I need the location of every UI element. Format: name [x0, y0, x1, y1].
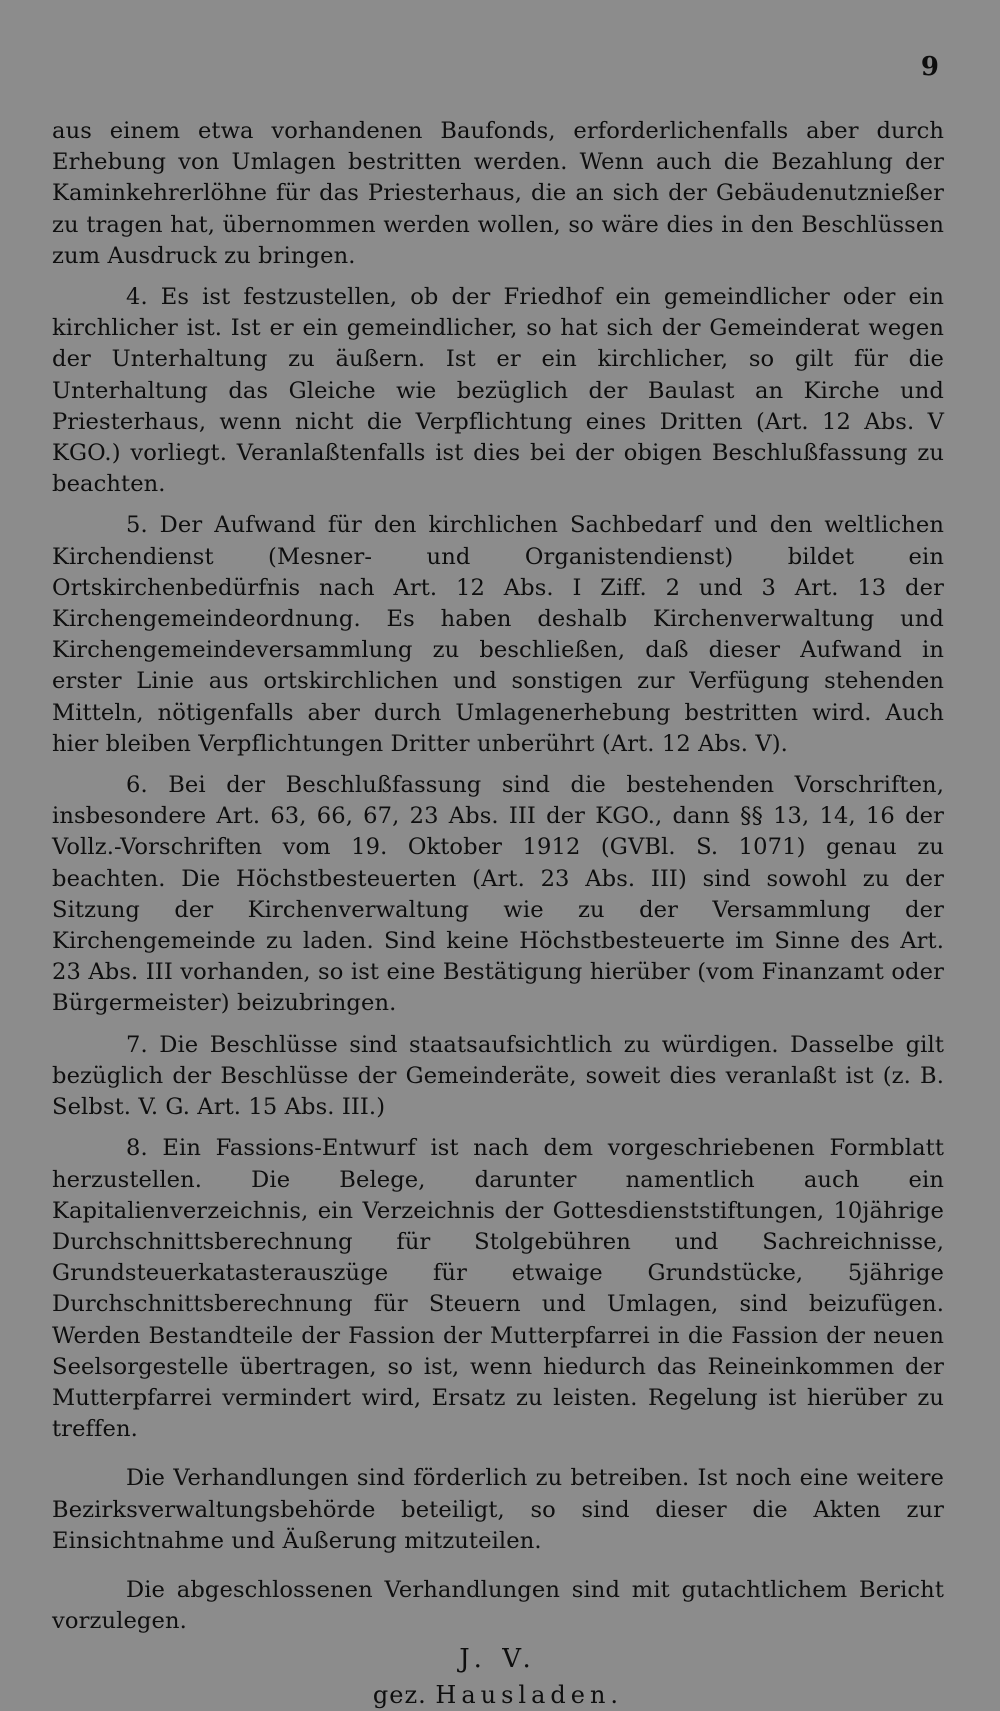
signature-initials: J. V. — [459, 1644, 537, 1675]
signature-prefix: gez. — [372, 1681, 427, 1710]
page-number: 9 — [920, 52, 940, 82]
paragraph-item-6: 6. Bei der Beschlußfassung sind die bestehenden Vorschriften, insbesondere Art. 63, 66, 67, 23 Abs. III der KGO., dann §§ 13, 14, 16 der Vollz.-Vorschriften vom 19. Oktober 1912 (GVBl. S. 1071) genau zu beachten. Die Höchstbesteuerten (Art. 23 Abs. III) sind sowohl zu der Sitzung der Kirchenverwaltung wie zu der Versammlung der Kirchengemeinde zu laden. Sind keine Höchstbesteuerte im Sinne des Art. 23 Abs. III vorhanden, so ist eine Bestätigung hierüber (vom Finanzamt oder Bürgermeister) beizubringen. — [52, 772, 944, 1017]
signature-name: Hausladen. — [435, 1681, 624, 1710]
paragraph-item-7: 7. Die Beschlüsse sind staatsaufsichtlich zu würdigen. Dasselbe gilt bezüglich der Beschlüsse der Gemeinderäte, soweit dies veranlaßt ist (z. B. Selbst. V. G. Art. 15 Abs. III.) — [52, 1031, 944, 1121]
document-body — [52, 116, 944, 1711]
paragraph-item-8: 8. Ein Fassions-Entwurf ist nach dem vorgeschriebenen Formblatt herzustellen. Die Belege, darunter namentlich auch ein Kapitalienverzeichnis, ein Verzeichnis der Gottesdienststiftungen, 10jährige Durchschnittsberechnung für Stolgebühren und Sachreichnisse, Grundsteuerkatasterauszüge für etwaige Grundstücke, 5jährige Durchschnittsberechnung für Steuern und Umlagen, sind beizufügen. Werden Bestandteile der Fassion der Mutterpfarrei in die Fassion der neuen Seelsorgestelle übertragen, so ist, wenn hiedurch das Reineinkommen der Mutterpfarrei vermindert wird, Ersatz zu leisten. Regelung ist hierüber zu treffen. — [52, 1135, 944, 1443]
signature-line — [52, 1679, 944, 1711]
signature-block — [52, 1643, 944, 1711]
paragraph-report: Die abgeschlossenen Verhandlungen sind mit gutachtlichem Bericht vorzulegen. — [52, 1576, 944, 1635]
paragraph-item-5: 5. Der Aufwand für den kirchlichen Sachbedarf und den weltlichen Kirchendienst (Mesner- und Organistendienst) bildet ein Ortskirchenbedürfnis nach Art. 12 Abs. I Ziff. 2 und 3 Art. 13 der Kirchengemeindeordnung. Es haben deshalb Kirchenverwaltung und Kirchengemeindeversammlung zu beschließen, daß dieser Aufwand in erster Linie aus ortskirchlichen und sonstigen zur Verfügung stehenden Mitteln, nötigenfalls aber durch Umlagenerhebung bestritten wird. Auch hier bleiben Verpflichtungen Dritter unberührt (Art. 12 Abs. V). — [52, 512, 944, 757]
paragraph-continuation: aus einem etwa vorhandenen Baufonds, erforderlichenfalls aber durch Erhebung von Umlagen bestritten werden. Wenn auch die Bezahlung der Kaminkehrerlöhne für das Priesterhaus, die an sich der Gebäudenutznießer zu tragen hat, übernommen werden wollen, so wäre dies in den Beschlüssen zum Ausdruck zu bringen. — [52, 118, 944, 269]
paragraph-item-4: 4. Es ist festzustellen, ob der Friedhof ein gemeindlicher oder ein kirchlicher ist. Ist er ein gemeindlicher, so hat sich der Gemeinderat wegen der Unterhaltung zu äußern. Ist er ein kirchlicher, so gilt für die Unterhaltung das Gleiche wie bezüglich der Baulast an Kirche und Priesterhaus, wenn nicht die Verpflichtung eines Dritten (Art. 12 Abs. V KGO.) vorliegt. Veranlaßtenfalls ist dies bei der obigen Beschlußfassung zu beachten. — [52, 284, 944, 498]
paragraph-proceedings: Die Verhandlungen sind förderlich zu betreiben. Ist noch eine weitere Bezirksverwaltungsbehörde beteiligt, so sind dieser die Akten zur Einsichtnahme und Äußerung mitzuteilen. — [52, 1465, 944, 1554]
